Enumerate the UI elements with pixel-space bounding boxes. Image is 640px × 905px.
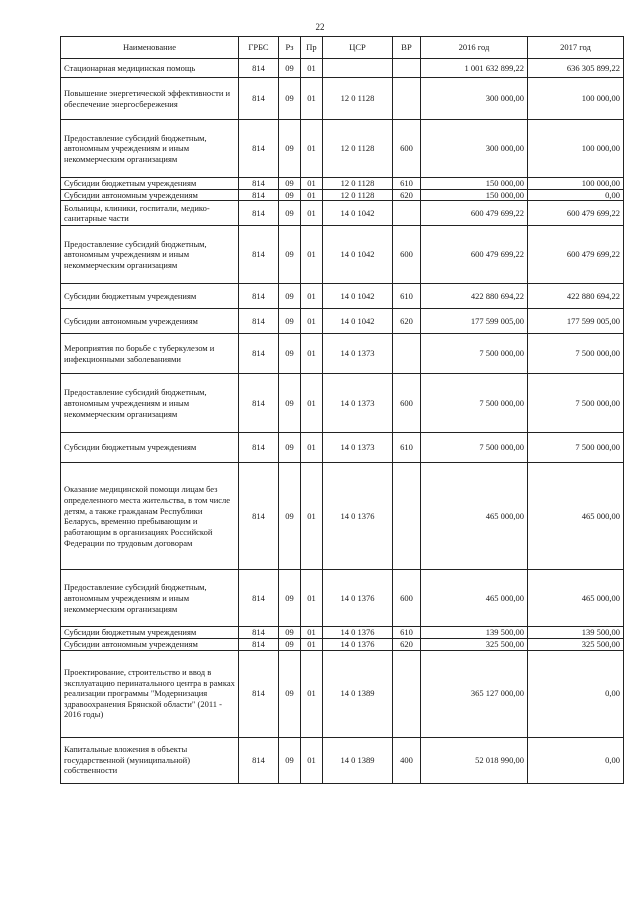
cell-name: Субсидии бюджетным учреждениям [61, 433, 239, 463]
cell-vr: 400 [393, 737, 421, 783]
cell-y2017: 177 599 005,00 [528, 309, 624, 334]
cell-name: Субсидии бюджетным учреждениям [61, 627, 239, 639]
cell-csr: 12 0 1128 [323, 78, 393, 120]
cell-pr: 01 [301, 737, 323, 783]
cell-csr: 12 0 1128 [323, 189, 393, 201]
cell-vr: 610 [393, 178, 421, 190]
cell-csr [323, 59, 393, 78]
table-row [61, 433, 624, 463]
cell-csr: 14 0 1389 [323, 650, 393, 737]
cell-y2016: 300 000,00 [421, 120, 528, 178]
cell-y2016: 422 880 694,22 [421, 284, 528, 309]
cell-grbs: 814 [239, 309, 279, 334]
cell-pr: 01 [301, 178, 323, 190]
cell-vr: 600 [393, 226, 421, 284]
cell-csr: 14 0 1373 [323, 433, 393, 463]
cell-vr: 620 [393, 189, 421, 201]
table-row [61, 59, 624, 78]
cell-grbs: 814 [239, 433, 279, 463]
table-row [61, 226, 624, 284]
cell-name: Предоставление субсидий бюджетным, автономным учреждениям и иным некоммерческим организациям [61, 120, 239, 178]
cell-grbs: 814 [239, 463, 279, 570]
cell-grbs: 814 [239, 627, 279, 639]
cell-vr: 600 [393, 570, 421, 627]
cell-y2017: 600 479 699,22 [528, 226, 624, 284]
cell-grbs: 814 [239, 737, 279, 783]
column-header-pr: Пр [301, 37, 323, 59]
cell-name: Стационарная медицинская помощь [61, 59, 239, 78]
table-row [61, 309, 624, 334]
cell-y2017: 465 000,00 [528, 463, 624, 570]
cell-vr: 610 [393, 627, 421, 639]
cell-pr: 01 [301, 226, 323, 284]
cell-vr [393, 78, 421, 120]
cell-pr: 01 [301, 627, 323, 639]
cell-grbs: 814 [239, 120, 279, 178]
cell-rz: 09 [279, 627, 301, 639]
cell-y2016: 600 479 699,22 [421, 226, 528, 284]
table-row [61, 120, 624, 178]
cell-pr: 01 [301, 120, 323, 178]
cell-rz: 09 [279, 78, 301, 120]
cell-y2017: 0,00 [528, 650, 624, 737]
table-row [61, 334, 624, 374]
cell-y2016: 600 479 699,22 [421, 201, 528, 226]
cell-name: Больницы, клиники, госпитали, медико-санитарные части [61, 201, 239, 226]
cell-rz: 09 [279, 638, 301, 650]
column-header-2017: 2017 год [528, 37, 624, 59]
cell-csr: 14 0 1042 [323, 226, 393, 284]
cell-rz: 09 [279, 284, 301, 309]
cell-rz: 09 [279, 120, 301, 178]
cell-grbs: 814 [239, 178, 279, 190]
cell-csr: 14 0 1376 [323, 638, 393, 650]
cell-pr: 01 [301, 309, 323, 334]
cell-y2016: 139 500,00 [421, 627, 528, 639]
table-row [61, 189, 624, 201]
cell-csr: 14 0 1376 [323, 463, 393, 570]
cell-name: Субсидии автономным учреждениям [61, 638, 239, 650]
cell-name: Предоставление субсидий бюджетным, автономным учреждениям и иным некоммерческим организациям [61, 226, 239, 284]
cell-y2016: 150 000,00 [421, 178, 528, 190]
budget-table [60, 36, 624, 784]
cell-csr: 14 0 1042 [323, 201, 393, 226]
cell-csr: 14 0 1376 [323, 627, 393, 639]
cell-grbs: 814 [239, 78, 279, 120]
cell-pr: 01 [301, 284, 323, 309]
cell-rz: 09 [279, 178, 301, 190]
cell-y2016: 365 127 000,00 [421, 650, 528, 737]
cell-grbs: 814 [239, 189, 279, 201]
cell-y2016: 177 599 005,00 [421, 309, 528, 334]
cell-rz: 09 [279, 650, 301, 737]
page-number: 22 [315, 22, 325, 32]
column-header-rz: Рз [279, 37, 301, 59]
cell-csr: 14 0 1042 [323, 284, 393, 309]
cell-rz: 09 [279, 189, 301, 201]
cell-y2017: 7 500 000,00 [528, 433, 624, 463]
cell-y2017: 0,00 [528, 737, 624, 783]
cell-grbs: 814 [239, 59, 279, 78]
cell-vr: 620 [393, 309, 421, 334]
cell-name: Предоставление субсидий бюджетным, автономным учреждениям и иным некоммерческим организациям [61, 570, 239, 627]
table-row [61, 650, 624, 737]
cell-y2016: 7 500 000,00 [421, 374, 528, 433]
cell-grbs: 814 [239, 201, 279, 226]
cell-vr: 610 [393, 433, 421, 463]
table-body [61, 59, 624, 784]
cell-pr: 01 [301, 638, 323, 650]
cell-name: Повышение энергетической эффективности и обеспечение энергосбережения [61, 78, 239, 120]
cell-y2017: 636 305 899,22 [528, 59, 624, 78]
cell-y2016: 150 000,00 [421, 189, 528, 201]
cell-pr: 01 [301, 463, 323, 570]
cell-pr: 01 [301, 650, 323, 737]
cell-csr: 14 0 1373 [323, 334, 393, 374]
cell-pr: 01 [301, 78, 323, 120]
cell-grbs: 814 [239, 638, 279, 650]
cell-vr [393, 59, 421, 78]
cell-pr: 01 [301, 334, 323, 374]
cell-name: Мероприятия по борьбе с туберкулезом и инфекционными заболеваниями [61, 334, 239, 374]
table-row [61, 570, 624, 627]
cell-name: Предоставление субсидий бюджетным, автономным учреждениям и иным некоммерческим организациям [61, 374, 239, 433]
cell-vr: 600 [393, 120, 421, 178]
cell-name: Субсидии бюджетным учреждениям [61, 178, 239, 190]
column-header-2016: 2016 год [421, 37, 528, 59]
cell-csr: 14 0 1376 [323, 570, 393, 627]
table-row [61, 78, 624, 120]
cell-y2017: 7 500 000,00 [528, 374, 624, 433]
cell-pr: 01 [301, 201, 323, 226]
table-row [61, 638, 624, 650]
cell-grbs: 814 [239, 650, 279, 737]
cell-pr: 01 [301, 570, 323, 627]
cell-pr: 01 [301, 374, 323, 433]
cell-pr: 01 [301, 59, 323, 78]
cell-csr: 14 0 1042 [323, 309, 393, 334]
table-row [61, 374, 624, 433]
table-row [61, 178, 624, 190]
cell-y2016: 7 500 000,00 [421, 433, 528, 463]
cell-y2017: 325 500,00 [528, 638, 624, 650]
cell-y2017: 465 000,00 [528, 570, 624, 627]
cell-name: Субсидии автономным учреждениям [61, 309, 239, 334]
cell-name: Оказание медицинской помощи лицам без определенного места жительства, в том числе детям, а также гражданам Республики Беларусь, временно пребывающим и работающим в организациях Российской Федерации по трудовым договорам [61, 463, 239, 570]
cell-csr: 12 0 1128 [323, 120, 393, 178]
cell-y2016: 300 000,00 [421, 78, 528, 120]
cell-rz: 09 [279, 334, 301, 374]
cell-vr [393, 650, 421, 737]
cell-y2017: 600 479 699,22 [528, 201, 624, 226]
table-row [61, 627, 624, 639]
cell-vr: 610 [393, 284, 421, 309]
cell-rz: 09 [279, 374, 301, 433]
table-row [61, 463, 624, 570]
cell-rz: 09 [279, 309, 301, 334]
cell-y2016: 1 001 632 899,22 [421, 59, 528, 78]
cell-y2017: 100 000,00 [528, 78, 624, 120]
cell-vr [393, 201, 421, 226]
column-header-vr: ВР [393, 37, 421, 59]
table-row [61, 737, 624, 783]
cell-y2017: 100 000,00 [528, 178, 624, 190]
cell-grbs: 814 [239, 334, 279, 374]
cell-name: Субсидии бюджетным учреждениям [61, 284, 239, 309]
cell-grbs: 814 [239, 284, 279, 309]
cell-csr: 14 0 1389 [323, 737, 393, 783]
cell-rz: 09 [279, 59, 301, 78]
column-header-csr: ЦСР [323, 37, 393, 59]
cell-y2016: 52 018 990,00 [421, 737, 528, 783]
table-header-row [61, 37, 624, 59]
cell-vr: 600 [393, 374, 421, 433]
cell-y2017: 139 500,00 [528, 627, 624, 639]
cell-y2017: 7 500 000,00 [528, 334, 624, 374]
cell-name: Субсидии автономным учреждениям [61, 189, 239, 201]
cell-rz: 09 [279, 226, 301, 284]
cell-pr: 01 [301, 433, 323, 463]
column-header-name: Наименование [61, 37, 239, 59]
cell-y2017: 422 880 694,22 [528, 284, 624, 309]
cell-rz: 09 [279, 570, 301, 627]
cell-y2016: 465 000,00 [421, 570, 528, 627]
cell-y2017: 100 000,00 [528, 120, 624, 178]
cell-y2016: 465 000,00 [421, 463, 528, 570]
cell-grbs: 814 [239, 570, 279, 627]
cell-rz: 09 [279, 433, 301, 463]
cell-grbs: 814 [239, 226, 279, 284]
table-row [61, 201, 624, 226]
column-header-grbs: ГРБС [239, 37, 279, 59]
cell-name: Капитальные вложения в объекты государственной (муниципальной) собственности [61, 737, 239, 783]
cell-grbs: 814 [239, 374, 279, 433]
cell-csr: 12 0 1128 [323, 178, 393, 190]
cell-name: Проектирование, строительство и ввод в эксплуатацию перинатального центра в рамках реализации программы "Модернизация здравоохранения Брянской области" (2011 - 2016 годы) [61, 650, 239, 737]
cell-rz: 09 [279, 463, 301, 570]
cell-vr: 620 [393, 638, 421, 650]
cell-rz: 09 [279, 737, 301, 783]
cell-y2016: 7 500 000,00 [421, 334, 528, 374]
table-row [61, 284, 624, 309]
cell-vr [393, 463, 421, 570]
cell-csr: 14 0 1373 [323, 374, 393, 433]
cell-pr: 01 [301, 189, 323, 201]
cell-y2017: 0,00 [528, 189, 624, 201]
cell-vr [393, 334, 421, 374]
cell-rz: 09 [279, 201, 301, 226]
cell-y2016: 325 500,00 [421, 638, 528, 650]
